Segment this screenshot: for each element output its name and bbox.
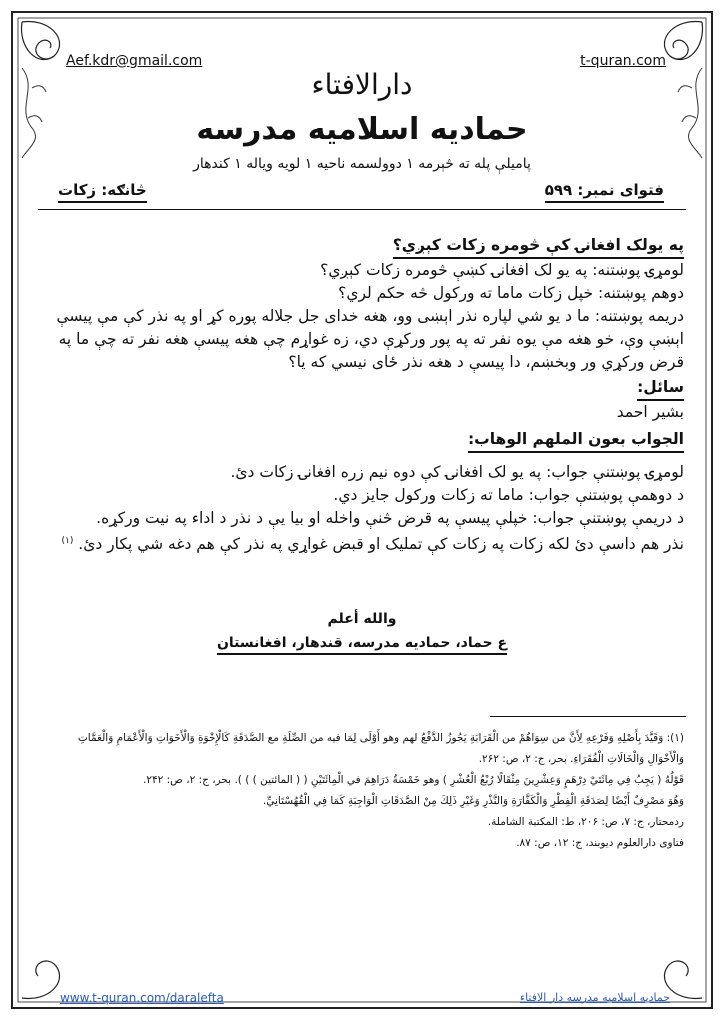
- footnote-2: قَوْلُهُ ( يَجِبُ فِي مِائَتَيْ دِرْهَمٍ وَعِشْرِينَ مِثْقَالًا رُبْعُ الْعُشْرِ ) وهو خَمْسَةُ دَرَاهِمَ في الْمِائَتَيْنِ ( ( المائتين ) ) ). بحر، ج: ۲، ص: ۲۴۲.: [143, 774, 684, 786]
- fatwa-number: فتوای نمبر: ۵۹۹: [545, 181, 664, 203]
- closing-block: [0, 611, 724, 655]
- closing-phrase: والله أعلم: [327, 611, 397, 627]
- signature: ع حماد، حمادیه مدرسه، قندهار، افغانستان: [217, 635, 507, 655]
- answer-line-3: د دریمې پوښتنې جواب: خپلې پیسې په قرض څنې واخله او بیا یې د نذر د اداء په نیت ورکړه.: [96, 509, 684, 527]
- footnote-5: فتاوی دارالعلوم دیوبند، ج: ۱۲، ص: ۸۷.: [516, 837, 684, 849]
- madrasa-title: حمادیه اسلامیه مدرسه: [196, 112, 528, 147]
- section-label: څانګه: زکات: [58, 181, 147, 203]
- email-link[interactable]: Aef.kdr@gmail.com: [66, 53, 203, 69]
- answer-heading: الجواب بعون الملهم الوهاب:: [468, 428, 684, 453]
- question-line-1: لومړۍ پوښتنه: په یو لک افغانۍ کښې څومره زکات کېږي؟: [320, 261, 684, 279]
- answer-line-4: [42, 530, 684, 556]
- footnote-ref[interactable]: (۱): [61, 536, 74, 546]
- header-divider: [38, 209, 686, 210]
- answer-line-1: لومړۍ پوښتنې جواب: په یو لک افغانۍ کې دوه نیم زره افغانۍ زکات دئ.: [230, 463, 684, 481]
- address-line: پامیلې پله ته څېرمه ۱ دوولسمه ناحیه ۱ لویه ویاله ۱ کندهار: [193, 156, 531, 172]
- footnotes: [40, 728, 684, 854]
- footer-name-link[interactable]: حمادیه اسلامیه مدرسه دار الافتاء: [519, 991, 670, 1004]
- sail-name: بشیر احمد: [616, 403, 684, 421]
- footnote-1: (۱): وَقَيَّدَ بِأَصْلِهِ وَفَرْعِهِ لِأَنَّ من سِوَاهُمْ من الْقَرَابَةِ يَجُوزُ الدَّفْعُ لهم وهو أَوْلَى لِمَا فيه من الصِّلَةِ مع الصَّدَقَةِ كَالْإِخْوَةِ وَالْأَخَوَاتِ وَالْأَعْمَامِ وَالْعَمَّاتِ وَالْأَخْوَالِ وَالْخَالَاتِ الْفُقَرَاءِ. بحر، ج: ۲، ص: ۲۶۲.: [77, 732, 684, 765]
- footer-url-link[interactable]: www.t-quran.com/daralefta: [60, 991, 224, 1005]
- sail-label: سائل:: [637, 376, 684, 401]
- website-link[interactable]: t-quran.com: [580, 53, 666, 69]
- fatwa-body: [42, 234, 684, 556]
- answer-line-2: د دوهمې پوښتنې جواب: ماما ته زکات ورکول جایز دي.: [333, 486, 684, 504]
- darulifta-title: دارالافتاء: [311, 68, 413, 101]
- question-heading: په یولک افغانۍ کې څومره زکات کېږي؟: [393, 234, 684, 259]
- question-line-3: دریمه پوښتنه: ما د یو شي لپاره نذر اېښی وو، هغه خدای جل جلاله پوره کړ او په نذر کې مې پیسې اېښې وې، خو هغه مې یوه نفر ته په پور ورکړې دي، زه غواړم چې هغه پیسې هغه نفر ته چې ما په قرض ورکړي ور وبخښم، دا پیسې د هغه نذر ځای نیسي که یا؟: [56, 307, 684, 371]
- answer-last-line: نذر هم داسې دئ لکه زکات په زکات کې تملیک او قبض غواړي په نذر کې هم دغه شي پکار دئ.: [78, 535, 684, 554]
- question-line-2: دوهم پوښتنه: خپل زکات ماما ته ورکول څه حکم لري؟: [338, 284, 684, 302]
- footnote-divider: [490, 716, 686, 717]
- footnote-4: ردمحتار، ج: ۷، ص: ۲۰۶، ط: المکتبة الشاملة.: [487, 816, 684, 828]
- footnote-3: وَهُوَ مَصْرِفٌ أَيْضًا لِصَدَقَةِ الْفِطْرِ وَالْكَفَّارَةِ وَالنَّذْرِ وَغَيْرِ ذَلِكَ مِنْ الصَّدَقَاتِ الْوَاجِبَةِ كَمَا فِي الْقُهُسْتَانِيِّ.: [262, 795, 684, 807]
